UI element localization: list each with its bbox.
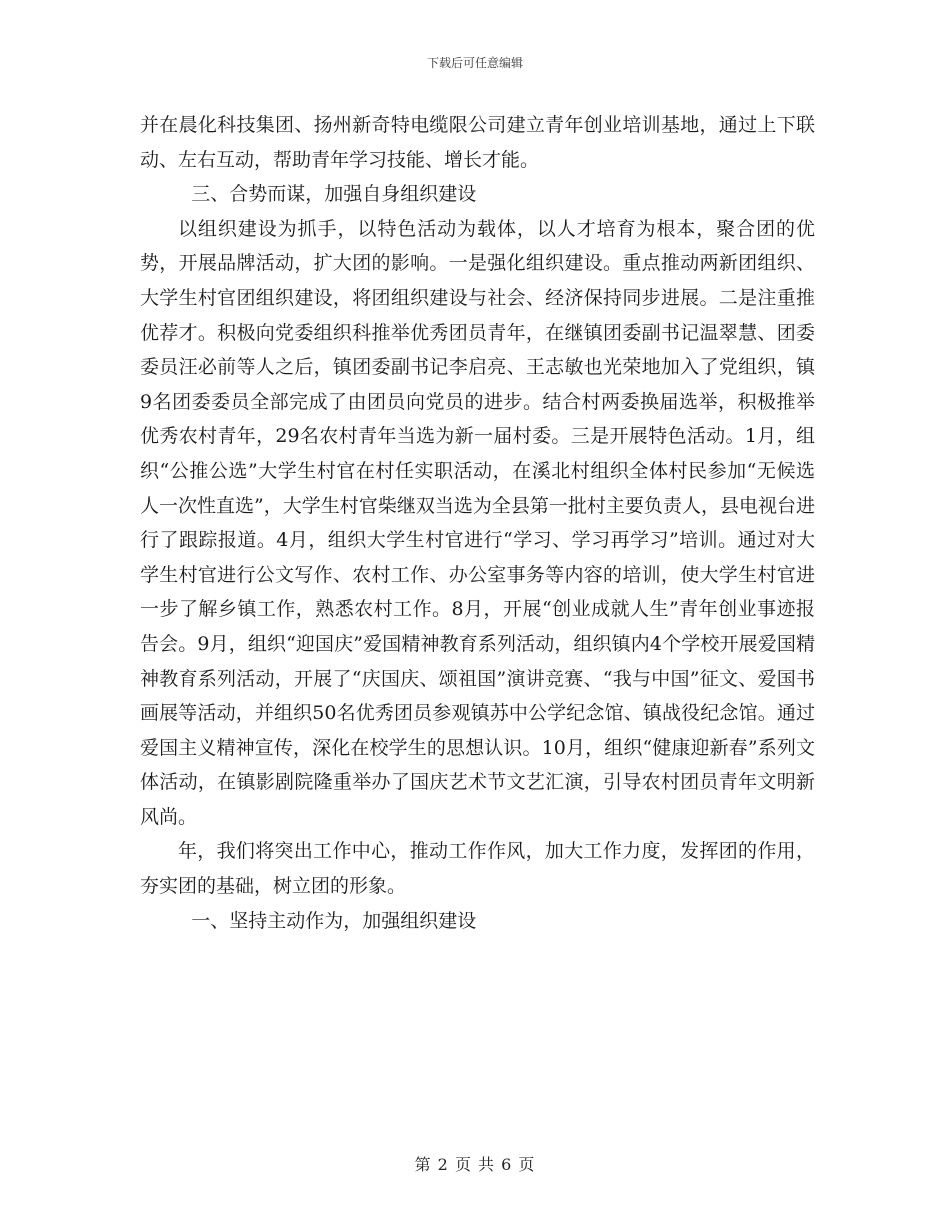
- section-heading-3: 三、合势而谋，加强自身组织建设: [191, 183, 477, 206]
- section-heading-1: 一、坚持主动作为，加强组织建设: [191, 909, 477, 932]
- paragraph-next-year-plan: 年，我们将突出工作中心，推动工作作风，加大工作力度，发挥团的作用，夯实团的基础，树立团的形象。: [140, 840, 815, 898]
- document-body: [140, 108, 815, 938]
- header-note: 下载后可任意编辑: [426, 56, 523, 70]
- page-number: 第 2 页 共 6 页: [414, 1155, 536, 1174]
- paragraph-organization-building: 以组织建设为抓手，以特色活动为载体，以人才培育为根本，聚合团的优势，开展品牌活动，扩大团的影响。一是强化组织建设。重点推动两新团组织、大学生村官团组织建设，将团组织建设与社会、经济保持同步进展。二是注重推优荐才。积极向党委组织科推举优秀团员青年，在继镇团委副书记温翠慧、团委委员汪必前等人之后，镇团委副书记李启亮、王志敏也光荣地加入了党组织，镇9名团委委员全部完成了由团员向党员的进步。结合村两委换届选举，积极推举优秀农村青年，29名农村青年当选为新一届村委。三是开展特色活动。1月，组织“公推公选”大学生村官在村任实职活动，在溪北村组织全体村民参加“无候选人一次性直选”，大学生村官柴继双当选为全县第一批村主要负责人，县电视台进行了跟踪报道。4月，组织大学生村官进行“学习、学习再学习”培训。通过对大学生村官进行公文写作、农村工作、办公室事务等内容的培训，使大学生村官进一步了解乡镇工作，熟悉农村工作。8月，开展“创业成就人生”青年创业事迹报告会。9月，组织“迎国庆”爱国精神教育系列活动，组织镇内4个学校开展爱国精神教育系列活动，开展了“庆国庆、颂祖国”演讲竞赛、“我与中国”征文、爱国书画展等活动，并组织50名优秀团员参观镇苏中公学纪念馆、镇战役纪念馆。通过爱国主义精神宣传，深化在校学生的思想认识。10月，组织“健康迎新春”系列文体活动，在镇影剧院隆重举办了国庆艺术节文艺汇演，引导农村团员青年文明新风尚。: [140, 217, 815, 828]
- paragraph-continuation: 并在晨化科技集团、扬州新奇特电缆限公司建立青年创业培训基地，通过上下联动、左右互动，帮助青年学习技能、增长才能。: [140, 114, 815, 171]
